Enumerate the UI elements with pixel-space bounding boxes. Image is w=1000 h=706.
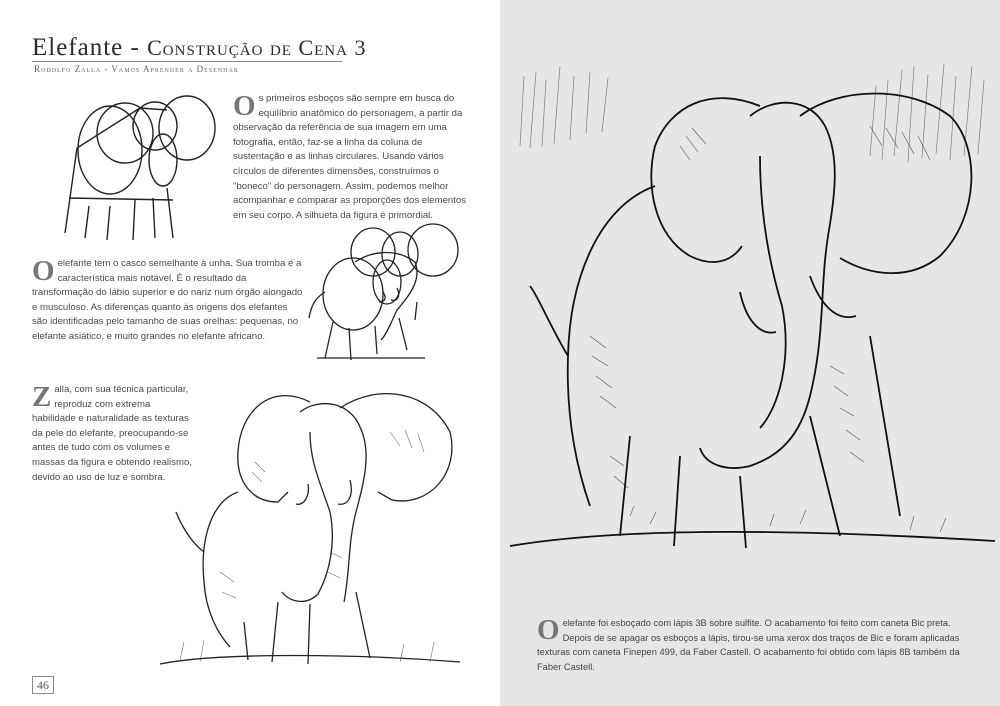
dropcap: Z bbox=[32, 381, 52, 413]
title-divider bbox=[32, 61, 342, 62]
title-main: Elefante - Construção de Cena 3 bbox=[32, 34, 367, 61]
final-drawing bbox=[510, 36, 995, 566]
paragraph-text: elefante tem o casco semelhante à unha. Sua tromba é a característica mais notável. É o resultado da transformação do lábio superior e do nariz num órgão alongado e musculoso. As diferenças quanto às origens dos elefantes são identificadas pelo tamanho de suas orelhas: pequenas, no elefante asiático, e muito grandes no elefante africano. bbox=[32, 258, 303, 342]
paragraph-text: alla, com sua técnica particular, reproduz com extrema habilidade e naturalidade as texturas da pele do elefante, preocupando-se antes de tudo com os volumes e massas da figura e obtendo realismo, devido ao uso de luz e sombra. bbox=[32, 384, 192, 483]
intro-paragraph bbox=[233, 92, 473, 223]
sketch-step-1 bbox=[55, 88, 225, 250]
dropcap: O bbox=[32, 255, 55, 287]
dropcap: O bbox=[537, 614, 560, 646]
dropcap: O bbox=[233, 90, 256, 122]
page-number: 46 bbox=[32, 676, 54, 694]
sketch-step-2 bbox=[305, 222, 465, 364]
caption-text: elefante foi esboçado com lápis 3B sobre sulfite. O acabamento foi feito com caneta Bic preta. Depois de se apagar os esboços a lápis, tirou-se uma xerox dos traços de Bic e foram aplicadas texturas com caneta Finepen 499, da Faber Castell. O acabamento foi obtido com lápis 8B também da Faber Castell. bbox=[537, 618, 960, 672]
page-title bbox=[32, 34, 366, 62]
paragraph-text: s primeiros esboços são sempre em busca do equilíbrio anatômico do personagem, a partir da observação da referência de sua imagem em uma fotografia, então, faz-se a linha da coluna de sustentação e as linhas circulares. Usando vários círculos de diferentes dimensões, construímos o "boneco" do personagem. Assim, podemos melhor acompanhar e comparar as proporções dos elementos em seu corpo. A silhueta da figura é primordial. bbox=[233, 93, 467, 221]
caption-paragraph bbox=[537, 616, 977, 674]
title-subtitle: Construção de Cena 3 bbox=[147, 35, 367, 60]
byline: Rodolfo Zalla - Vamos Aprender a Desenhar bbox=[34, 64, 239, 74]
sketch-step-3 bbox=[160, 372, 460, 670]
trunk-paragraph bbox=[32, 257, 304, 345]
